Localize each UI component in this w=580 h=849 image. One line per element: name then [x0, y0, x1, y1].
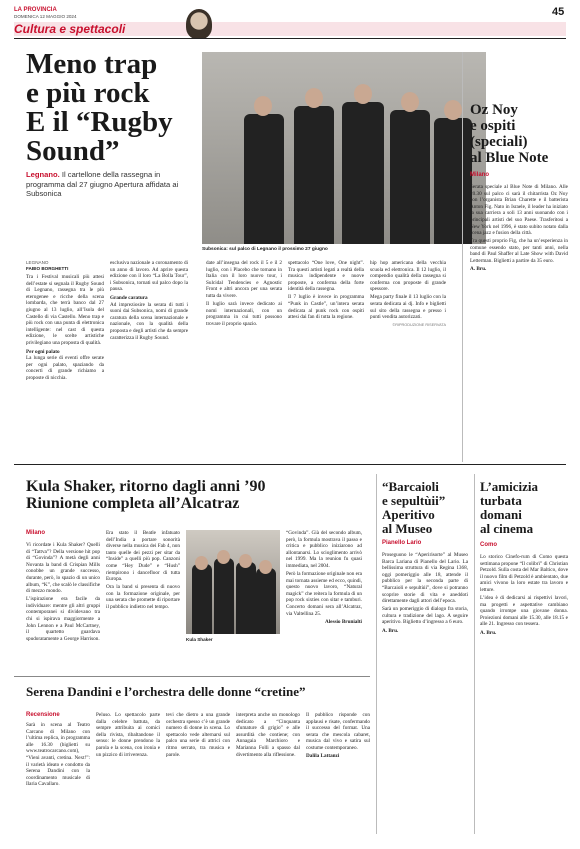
- subsonica-photo: [202, 52, 486, 244]
- oznoy-headline: Oz Noy e ospiti (speciali) al Blue Note: [470, 102, 549, 166]
- cinema-divider: [474, 474, 475, 834]
- kula-photo: [186, 530, 280, 634]
- dandini-place: Recensione: [26, 712, 60, 718]
- kula-column-3: “Govinda”. Già del secondo album, però, la formula mostrava il passo e critica e pubblico iniziarono ad allontanarsi. Lo scioglimento arrivò nel 1999. Ma la reunion fu quasi immediata, nel 2004. Però la formazione originale non era mai tornata assieme ed ecco, quindi, questo nuovo lavoro, “Natural magick” che reitera la formula di un pop rock sixties con sitar e tamburi. Concerto domani sera all’Alcatraz, via Valtellina 25. Alessio Brunialti: [286, 530, 362, 625]
- lead-column-4: spettacolo “One love, One night”. Tra questi artisti legati a realtà della musica indipendente e nuove proposte, a conferma della forte identità della rassegna. Il 7 luglio è invece in programma “Punk in Castle”, un’intera serata dedicata al punk rock con ospiti attesi dai fan di tutta la regione.: [288, 260, 364, 321]
- lead-column-1: Tra i Festival musicali più attesi dell’estate si segnala il Rugby Sound di Legnano, rassegna tra le più eterogenee e ricche della scena lombarda, che terrà banco dal 27 giugno al 13 luglio, all’Isola del Castello di via Castello. Meno trap e più rock con una punta di elettronica intelligente: nel cast di questa edizione, le scelte artistiche privilegiano una proposta di qualità. Per ogni palato La lunga serie di eventi offre serate per ogni palato, spaziando da concerti di grande richiamo a proposte di nicchia.: [26, 274, 104, 381]
- lead-headline: Meno trap e più rock E il “Rugby Sound”: [26, 48, 173, 167]
- dandini-headline: Serena Dandini e l’orchestra delle donne “cretine”: [26, 684, 306, 699]
- lead-column-5: hip hop americana della vecchia scuola ed elettronica. Il 12 luglio, il compendio qualità della rassegna si conferma con proposte di grande spessore. Mega party finale il 13 luglio con la serata dedicata ai dj. Info e biglietti sul sito della rassegna e presso i punti vendita autorizzati. ©RIPRODUZIONE RISERVATA: [370, 260, 446, 328]
- kula-column-2: Era stato il Beatle infatuato dell’India a portare sonorità diverse nella musica dei Fab 4, non tanto quelle dei pezzi per sitar da “Inside” a quelli più pop. Canzoni come “Hey Dude” e “Hush” riempirono i dancefloor di tutta Europa. Ora la band si presenta di nuovo con la formazione originale, per una serata che promette di riportare il pubblico indietro nel tempo.: [106, 530, 180, 611]
- lead-column-3: date all’insegna del rock il 5 e il 2 luglio, con i Placebo che tornano in Italia con il loro nuovo tour, i Sulcidal Tendencies e Agnostic Front e altri ancora per una serata tutta da vivere. Il luglio sarà invece dedicato ai nomi internazionali, con un programma in cui tutti possono trovare il proprio spazio.: [206, 260, 282, 327]
- dandini-column-1: Sarà in scena al Teatro Carcano di Milano con l’ultima replica, in programma alle 16.30 (biglietti su www.teatrocarcano.com), “Vieni avanti, cretina. Next!”: il varietà ideato e condotto da Serena Dandini con la coordinamento musicale di Ilaria Cavallaro.: [26, 722, 90, 788]
- lead-kicker: Legnano. Il cartellone della rassegna in programma dal 27 giugno Apertura affidata ai Subsonica: [26, 170, 179, 199]
- cinema-headline: L’amicizia turbata domani al cinema: [480, 479, 539, 536]
- side-divider: [462, 52, 463, 462]
- newspaper-name: LA PROVINCIA: [14, 7, 57, 13]
- page-number: 45: [552, 6, 565, 18]
- kula-column-1: Vi ricordate i Kula Shaker? Quelli di “Tattva”? Della versione hit pop di “Govinda”? A metà degli anni Novanta la band di Crispian Mills conobbe un grande successo, durante, però, lo spazio di un unico album, “K”, che scalò le classifiche di mezzo mondo. L’ispirazione era facile da individuare: mentre gli altri gruppi contemporanei si dividevano tra chi si ispirava maggiormente a John Lennon e a Paul McCartney, il quartetto guardava spudoratamente a George Harrison.: [26, 542, 100, 642]
- lead-author: FABIO BORGHETTI: [26, 266, 69, 271]
- section-title: Cultura e spettacoli: [14, 22, 126, 36]
- kula-headline: Kula Shaker, ritorno dagli anni ’90 Riunione completa all’Alcatraz: [26, 478, 266, 512]
- barcaioli-place: Pianello Lario: [382, 540, 422, 546]
- dandini-column-4: interpreta anche un monologo dedicato a “Cinquanta sfumature di grigio” e alle assurdità che contiene; con Annagaia Marchioro e Marianna Folli a spasso dal divertimento alla riflessione.: [236, 712, 300, 758]
- barcaioli-headline: “Barcaioli e sepultùii” Aperitivo al Museo: [382, 479, 446, 536]
- oznoy-place: Milano: [470, 172, 489, 178]
- oznoy-text: Serata speciale al Blue Note di Milano. Alle 20.30 sul palco ci sarà il chitarrista Oz Noy con l’organista Brian Charette e il batterista Anton Fig. Nato in Israele, il leader ha iniziato la sua carriera a soli 13 anni suonando con i principali artisti del suo Paese. Trasferitosi a New York nel 1996, è stato subito notato dalla scena jazz e fusion della città. Tra questi proprio Fig, che ha un’esperienza in comune essendo stato, per tanti anni, nella band di Paul Shaffer al Late Show with David Letterman. Biglietti a partire da 35 euro. A. Bru.: [470, 184, 568, 273]
- lead-column-2: esclusiva nazionale a coronamento di un anno di lavoro. Ad aprire questa edizione con il loro “La Bolla Tour”, i Subsonica, tornati sul palco dopo la pausa. Grande caratura Ad impreziosire la serata di tutti i suoni dai Subsonica, nomi di grande caratura della scena internazionale e nazionale, con la qualità della proposta e degli artisti che da sempre caratterizza il Rugby Sound.: [110, 260, 188, 341]
- kula-place: Milano: [26, 530, 45, 536]
- cinema-place: Como: [480, 542, 497, 548]
- author-portrait: [186, 9, 212, 39]
- dandini-column-2: Peluso. Lo spettacolo parte dalla celebre battuta, da sempre attribuita ai comici della rivista, ribaltandone il senso: le donne prendono la parola e la scena, con ironia e un pizzico di irriverenza.: [96, 712, 160, 758]
- header-rule: [14, 38, 566, 39]
- lead-place: LEGNANO: [26, 260, 49, 265]
- photo-caption: Subsonica: sul palco di Legnano il prossimo 27 giugno: [202, 247, 328, 252]
- dandini-column-3: tevi che dietro a una grande orchestra spesso c’è un grande numero di donne in scena. Lo spettacolo vede alternarsi sul palco una serie di attrici con ritmo serrato, tra musica e parole.: [166, 712, 230, 758]
- issue-date: DOMENICA 12 MAGGIO 2024: [14, 14, 77, 19]
- barcaioli-divider: [376, 474, 377, 834]
- mid-rule: [14, 464, 566, 465]
- dandini-column-5: Il pubblico risponde con applausi e risate, confermando il successo del format. Una serata che mescola cabaret, musica dal vivo e satira sul costume contemporaneo. Dalila Lattanzi: [306, 712, 370, 760]
- cinema-text: Lo storico Cinefo-rum di Como questa settimana propone “Il colibrì” di Christian Petzold. Sulla costa del Mar Baltico, dove il nuovo film di Petzold è ambientato, due amici vivono la loro estate tra lavoro e letture. L’idea è di dedicarsi ai rispettivi lavori, ma progetti e aspettative cambiano quando irrompe una giovane donna. Proiezioni domani alle 15.30, alle 18.15 e alle 21. Ingresso con tessera. A. Bru.: [480, 554, 568, 636]
- kula-photo-caption: Kula Shaker: [186, 637, 213, 642]
- barcaioli-text: Proseguono le “Aperirisorte” al Museo Barca Lariana di Pianello del Lario. La bellissima struttura di via Regina 1368, oggi pomeriggio alle 18, attende il pubblico per la seconda parte di “Barcaioli e sepultùii”, dove si potranno scoprire storie di vita e aneddoti direttamente dagli attori dell’epoca. Sarà un pomeriggio di dialogo fra storia, cultura e tradizione del lago. A seguire aperitivo. Biglietto d’ingresso a 6 euro. A. Bru.: [382, 552, 468, 634]
- dandini-rule: [14, 676, 370, 677]
